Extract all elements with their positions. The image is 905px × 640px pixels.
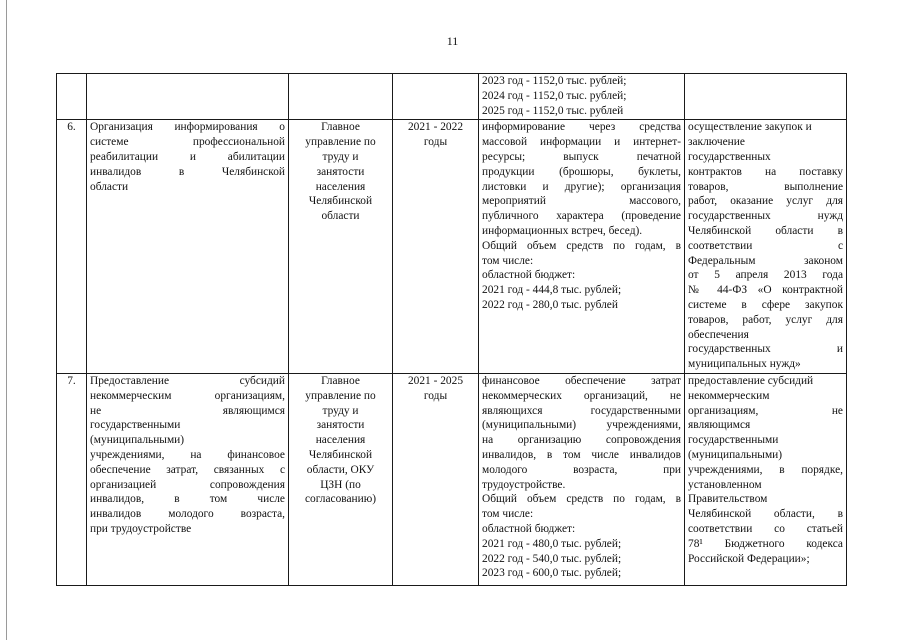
notes-cell: [685, 373, 847, 585]
executor-line: населения: [315, 434, 366, 447]
funding-line: листовки и другие); организация: [482, 180, 681, 193]
funding-line: массовой информации и интернет-: [482, 136, 681, 149]
event-line: инвалидов в Челябинской: [90, 165, 285, 178]
funding-line: мероприятий массового,: [482, 195, 681, 208]
funding-line: ресурсы; выпуск печатной: [482, 150, 681, 163]
notes-line: 78¹ Бюджетного кодекса: [688, 537, 843, 550]
event-line: некоммерческим организациям,: [90, 389, 285, 402]
event-cell: [87, 120, 289, 374]
funding-cell: [479, 74, 685, 120]
period-cell: [393, 74, 479, 120]
table-row: [57, 74, 847, 120]
event-line: не являющимся: [90, 404, 285, 417]
funding-line: 2021 год - 480,0 тыс. рублей;: [482, 537, 622, 550]
table-row: [57, 373, 847, 585]
executor-cell: [289, 74, 393, 120]
event-line: (муниципальными): [90, 434, 185, 447]
event-line: при трудоустройстве: [90, 522, 192, 535]
funding-line: информирование через средства: [482, 121, 681, 134]
event-line: системе профессиональной: [90, 136, 285, 149]
period-line: 2021 - 2022: [407, 121, 464, 134]
executor-line: труду и: [322, 150, 359, 163]
event-line: инвалидов молодого возраста,: [90, 508, 285, 521]
notes-line: Челябинской области, в: [688, 508, 843, 521]
notes-line: муниципальных нужд»: [688, 358, 801, 371]
funding-line: 2023 год - 1152,0 тыс. рублей;: [482, 75, 627, 87]
notes-line: установленном: [688, 478, 762, 491]
funding-line: 2023 год - 600,0 тыс. рублей;: [482, 567, 622, 580]
funding-line: том числе:: [482, 254, 534, 267]
event-line: области: [90, 180, 129, 193]
notes-line: обеспечения: [688, 328, 749, 341]
event-line: реабилитации и абилитации: [90, 150, 285, 163]
funding-cell: [479, 120, 685, 374]
funding-line: молодого возраста, при: [482, 463, 681, 476]
event-cell: [87, 74, 289, 120]
executor-line: Челябинской: [308, 195, 373, 208]
notes-line: товаров, выполнение: [688, 180, 843, 193]
funding-line: некоммерческих организаций, не: [482, 389, 681, 402]
notes-line: Российской Федерации»;: [688, 552, 810, 565]
notes-line: товаров, работ, услуг для: [688, 313, 843, 326]
period-line: годы: [423, 136, 448, 149]
period-cell: [393, 120, 479, 374]
page-number: 11: [446, 34, 459, 48]
notes-line: государственных и: [688, 343, 843, 356]
funding-line: продукции (брошюры, буклеты,: [482, 165, 681, 178]
event-line: обеспечение затрат, связанных с: [90, 463, 285, 476]
notes-line: заключение: [688, 136, 745, 149]
event-line: учреждениями, на финансовое: [90, 448, 285, 461]
executor-line: Главное: [321, 121, 360, 134]
funding-line: финансовое обеспечение затрат: [482, 374, 681, 387]
notes-cell: [685, 74, 847, 120]
notes-line: Челябинской области в: [688, 224, 843, 237]
notes-line: осуществление закупок и: [688, 121, 812, 134]
executor-line: области, ОКУ: [306, 463, 375, 476]
funding-line: Общий объем средств по годам, в: [482, 493, 681, 506]
executor-line: труду и: [322, 404, 359, 417]
left-margin-rule: [6, 0, 7, 640]
executor-line: области: [321, 210, 360, 223]
period-line: годы: [423, 389, 448, 402]
notes-line: являющимся: [688, 419, 751, 432]
funding-line: 2025 год - 1152,0 тыс. рублей: [482, 104, 624, 117]
executor-line: ЦЗН (по: [320, 478, 361, 491]
notes-line: контрактов на поставку: [688, 165, 843, 178]
notes-line: организациям, не: [688, 404, 843, 417]
event-line: Предоставление субсидий: [90, 374, 285, 387]
executor-line: согласованию): [304, 493, 377, 506]
funding-line: (муниципальными) учреждениями,: [482, 419, 681, 432]
funding-line: областной бюджет:: [482, 269, 576, 282]
funding-line: на организацию сопровождения: [482, 434, 681, 447]
notes-line: работ, оказание услуг для: [688, 195, 843, 208]
notes-line: от 5 апреля 2013 года: [688, 269, 843, 282]
measures-table: [56, 73, 847, 586]
executor-line: занятости: [316, 419, 365, 432]
notes-line: учреждениями, в порядке,: [688, 463, 843, 476]
notes-line: некоммерческим: [688, 389, 770, 402]
event-line: инвалидов, в том числе: [90, 493, 285, 506]
funding-line: 2021 год - 444,8 тыс. рублей;: [482, 284, 622, 297]
funding-line: 2022 год - 540,0 тыс. рублей;: [482, 552, 622, 565]
event-cell: [87, 373, 289, 585]
funding-line: трудоустройстве.: [482, 478, 566, 491]
executor-line: управление по: [305, 136, 376, 149]
period-line: 2021 - 2025: [407, 374, 464, 387]
notes-line: системе в сфере закупок: [688, 298, 843, 311]
executor-line: Челябинской: [308, 448, 373, 461]
event-line: государственными: [90, 419, 181, 432]
notes-line: соответствии со статьей: [688, 522, 843, 535]
notes-line: государственными: [688, 434, 779, 447]
notes-line: государственных: [688, 150, 771, 163]
funding-line: Общий объем средств по годам, в: [482, 239, 681, 252]
notes-line: государственных нужд: [688, 210, 843, 223]
executor-line: Главное: [321, 374, 360, 387]
period-cell: [393, 373, 479, 585]
executor-line: занятости: [316, 165, 365, 178]
notes-line: предоставление субсидий: [688, 374, 814, 387]
event-line: Организация информирования о: [90, 121, 285, 134]
executor-cell: [289, 120, 393, 374]
notes-line: № 44-ФЗ «О контрактной: [688, 284, 843, 297]
executor-cell: [289, 373, 393, 585]
funding-line: том числе:: [482, 508, 534, 521]
notes-line: (муниципальными): [688, 448, 783, 461]
executor-line: управление по: [305, 389, 376, 402]
row-number: 6.: [57, 120, 87, 374]
funding-line: публичного характера (проведение: [482, 210, 681, 223]
funding-line: 2024 год - 1152,0 тыс. рублей;: [482, 89, 627, 102]
notes-line: Федеральным законом: [688, 254, 843, 267]
row-number: 7.: [57, 373, 87, 585]
event-line: организацией сопровождения: [90, 478, 285, 491]
funding-line: являющихся государственными: [482, 404, 681, 417]
executor-line: населения: [315, 180, 366, 193]
table-row: [57, 120, 847, 374]
notes-cell: [685, 120, 847, 374]
notes-line: соответствии с: [688, 239, 843, 252]
row-number: [57, 74, 87, 120]
funding-line: областной бюджет:: [482, 522, 576, 535]
funding-line: 2022 год - 280,0 тыс. рублей: [482, 298, 618, 311]
notes-line: Правительством: [688, 493, 768, 506]
funding-line: информационных встреч, бесед).: [482, 224, 643, 237]
funding-line: инвалидов, в том числе инвалидов: [482, 448, 681, 461]
funding-cell: [479, 373, 685, 585]
